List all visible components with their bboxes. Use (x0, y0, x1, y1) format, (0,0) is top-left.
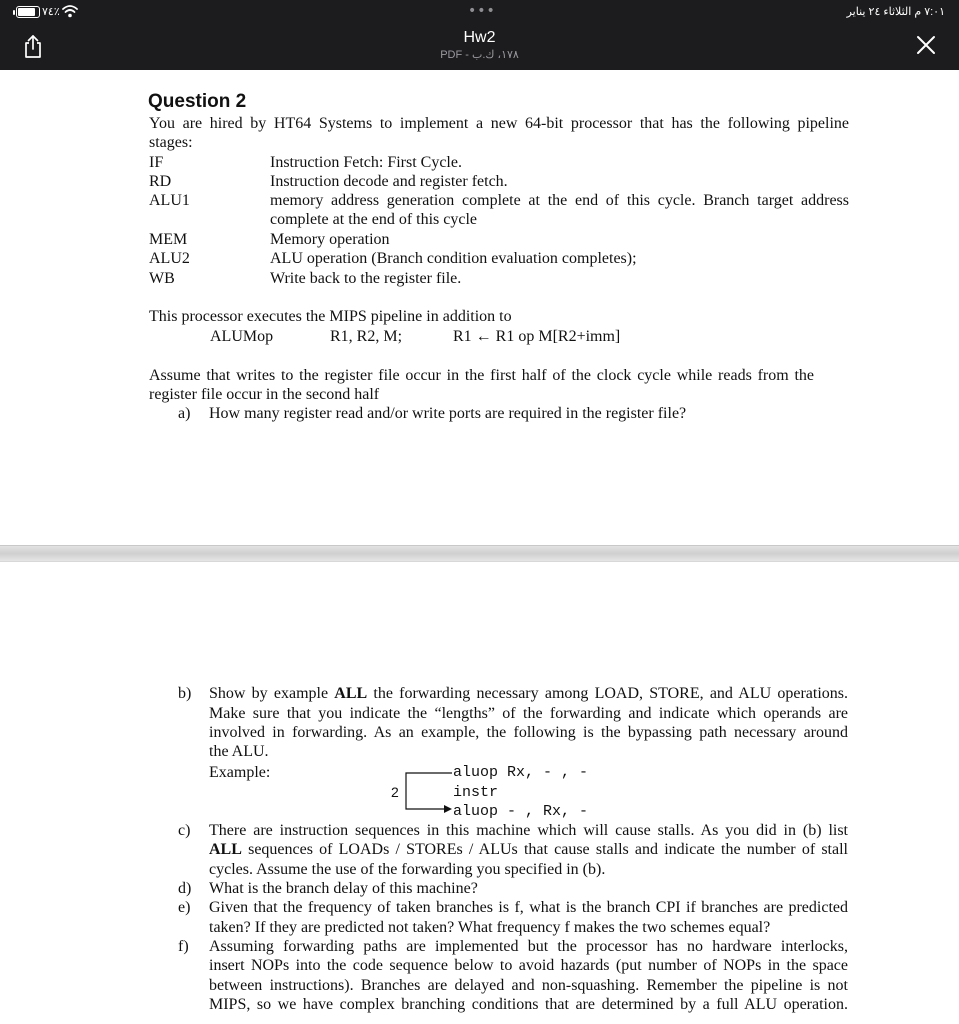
question-a-label: a) (178, 405, 191, 422)
question-f-line-2: insert NOPs into the code sequence below to avoid hazards (put number of NOPs in the space (209, 957, 848, 974)
pdf-page-1 (0, 70, 959, 545)
question-heading: Question 2 (148, 91, 247, 112)
pdf-page-2 (0, 562, 959, 1024)
stage-name: ALU2 (149, 250, 190, 267)
stage-desc: Memory operation (270, 231, 390, 248)
stage-name: ALU1 (149, 192, 190, 209)
question-e-label: e) (178, 899, 191, 916)
wifi-icon (62, 4, 78, 18)
question-c-line-2: ALL sequences of LOADs / STOREs / ALUs that cause stalls and indicate the number of stall (209, 841, 848, 858)
question-b-line-1: Show by example ALL the forwarding necessary among LOAD, STORE, and ALU operations. (209, 685, 848, 702)
code-line: aluop - , Rx, - (453, 803, 589, 820)
forwarding-arrow (400, 765, 460, 813)
question-e-line-1: Given that the frequency of taken branches is f, what is the branch CPI if branches are predicted (209, 899, 848, 916)
document-subtitle: PDF - ١٧٨، ك.ب (440, 49, 519, 61)
question-d-text: What is the branch delay of this machine? (209, 880, 478, 897)
question-c-line-1: There are instruction sequences in this machine which will cause stalls. As you did in (b) list (209, 822, 848, 839)
multitasking-dots[interactable]: ••• (468, 3, 496, 19)
question-c-label: c) (178, 822, 191, 839)
question-d-label: d) (178, 880, 192, 897)
stage-name: IF (149, 154, 164, 171)
question-e-line-2: taken? If they are predicted not taken? What frequency f makes the two schemes equal? (209, 919, 771, 936)
stage-desc: ALU operation (Branch condition evaluation completes); (270, 250, 637, 267)
code-line: aluop Rx, - , - (453, 764, 589, 781)
question-f-label: f) (178, 938, 189, 955)
document-title: Hw2 (463, 29, 496, 46)
stage-name: RD (149, 173, 172, 190)
battery-percent: ٧٤٪ (42, 6, 60, 18)
top-bar (0, 0, 959, 70)
close-icon[interactable] (915, 34, 937, 56)
code-line: instr (453, 784, 499, 801)
example-label: Example: (209, 764, 271, 781)
question-f-line-4: MIPS, so we have complex branching conditions that are determined by a full ALU operation. (209, 996, 848, 1013)
question-a-text: How many register read and/or write ports are required in the register file? (209, 405, 687, 422)
stage-desc: Instruction decode and register fetch. (270, 173, 508, 190)
status-time: ٧:٠١ م الثلاثاء ٢٤ يناير (846, 6, 945, 18)
question-b-label: b) (178, 685, 192, 702)
question-f-line-1: Assuming forwarding paths are implemented but the processor has no hardware interlocks, (209, 938, 848, 955)
forwarding-length: 2 (391, 784, 399, 800)
page-separator (0, 545, 959, 562)
aluop-semantics: R1 ← R1 op M[R2+imm] (453, 328, 621, 345)
intro-line-1: You are hired by HT64 Systems to implement a new 64-bit processor that has the following pipeline (149, 115, 849, 132)
question-b-line-2: Make sure that you indicate the “lengths” of the forwarding and indicate which operands are (209, 705, 848, 722)
stage-name: WB (149, 270, 175, 287)
stage-desc: memory address generation complete at the end of this cycle. Branch target address (270, 192, 849, 209)
assume-line-1: Assume that writes to the register file occur in the first half of the clock cycle while reads from the (149, 367, 814, 384)
question-c-line-3: cycles. Assume the use of the forwarding you specified in (b). (209, 861, 606, 878)
stage-desc-continued: complete at the end of this cycle (270, 211, 478, 228)
question-b-line-3: involved in forwarding. As an example, the following is the bypassing path necessary around (209, 724, 848, 741)
assume-line-2: register file occur in the second half (149, 386, 380, 403)
aluop-mnemonic: ALUMop (210, 328, 274, 345)
status-bar (0, 0, 959, 24)
stage-desc: Write back to the register file. (270, 270, 462, 287)
stage-name: MEM (149, 231, 188, 248)
question-f-line-3: between instructions). Branches are delayed and non-squashing. Remember the pipeline is not (209, 977, 848, 994)
aluop-operands: R1, R2, M; (330, 328, 403, 345)
question-b-line-4: the ALU. (209, 743, 269, 760)
battery-icon (16, 6, 40, 18)
executes-text: This processor executes the MIPS pipeline in addition to (149, 308, 512, 325)
stage-desc: Instruction Fetch: First Cycle. (270, 154, 462, 171)
intro-line-2: stages: (149, 134, 193, 151)
